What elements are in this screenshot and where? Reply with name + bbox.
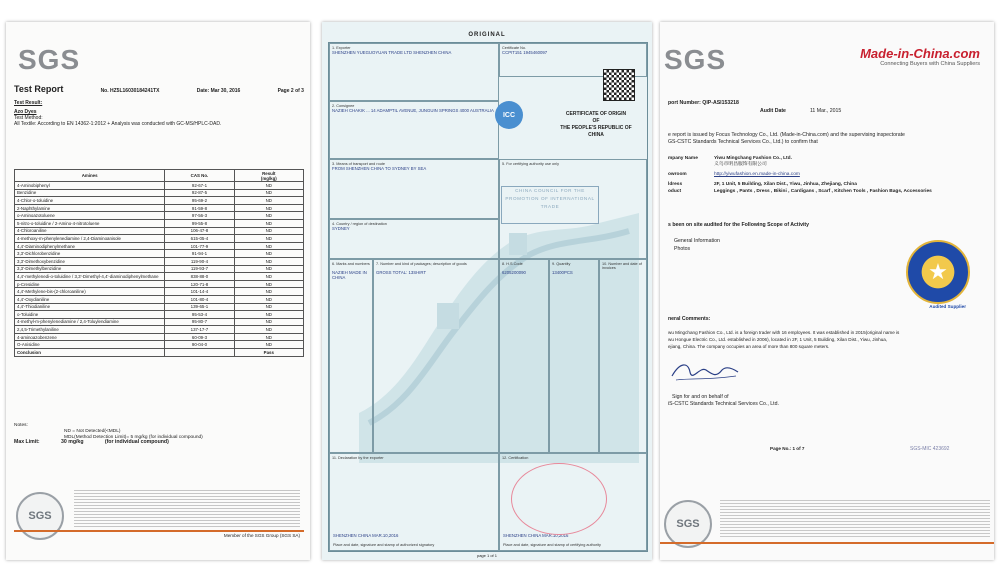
cell-result: ND <box>234 235 303 243</box>
cell-name: 4,4'-Diaminodiphenylmethane <box>15 242 165 250</box>
cell-name: 3,3'-Dimethylbenzidine <box>15 265 165 273</box>
qty-value: 13400PCS <box>552 270 573 275</box>
report-date: Date: Mar 30, 2016 <box>196 88 241 94</box>
cell-name: p-Cresidine <box>15 280 165 288</box>
report-number-right: port Number: QIP-ASI153218 <box>668 100 739 106</box>
table-row <box>15 235 304 243</box>
cell-result: ND <box>234 288 303 296</box>
cell-name: 5-nitro-o-toluidine / 2-Amino-4-nitrotoluene <box>15 219 165 227</box>
icc-logo-icon: ICC <box>495 101 523 129</box>
table-row <box>15 265 304 273</box>
scope-title: s been on site audited for the Following Scope of Activity <box>668 222 810 228</box>
conclusion-cas <box>165 349 234 357</box>
signed-1: Sign for and on behalf of <box>672 394 729 400</box>
table-row <box>15 326 304 334</box>
cell-cas: 92-87-5 <box>165 189 234 197</box>
exporter-value: SHENZHEN YUEGUOYUAN TRADE LTD SHENZHEN CHINA <box>332 50 452 55</box>
note-nd: ND = Not Detected(<MDL) <box>64 428 121 434</box>
cell-cas: 106-47-8 <box>165 227 234 235</box>
intro-line-2: GS-CSTC Standards Technical Services Co., Ltd.) to confirm that <box>668 139 818 145</box>
cell-name: 3,3'-Dimethoxybenzidine <box>15 257 165 265</box>
cell-result: ND <box>234 250 303 258</box>
cell-result: ND <box>234 189 303 197</box>
marks-col: 6. Marks and numbers NAZIEH MADE IN CHINA <box>329 259 373 453</box>
max-limit-note: (for individual compound) <box>104 439 169 446</box>
seal-label: Audited Supplier <box>929 304 966 309</box>
declaration-box: 11. Declaration by the exporter SHENZHEN CHINA MAR.10,2016 Place and date, signature and stamp of authorized signatory <box>329 453 499 551</box>
table-row <box>15 257 304 265</box>
cell-cas: 101-14-4 <box>165 288 234 296</box>
amines-table <box>14 169 304 357</box>
col-result: Result (mg/kg) <box>234 170 303 182</box>
table-row <box>15 273 304 281</box>
cell-name: 2,4,5-Trimethylaniline <box>15 326 165 334</box>
table-row <box>15 227 304 235</box>
table-row <box>15 204 304 212</box>
certificate-grid <box>328 42 648 552</box>
conclusion-value: Pass <box>234 349 303 357</box>
table-row <box>15 341 304 349</box>
cell-result: ND <box>234 333 303 341</box>
cell-cas: 90-04-0 <box>165 341 234 349</box>
footer-bar-right <box>660 542 994 544</box>
council-stamp: CHINA COUNCIL FOR THE PROMOTION OF INTERNATIONAL TRADE <box>501 186 599 224</box>
table-row <box>15 219 304 227</box>
exporter-place: SHENZHEN CHINA MAR.10,2016 <box>333 532 399 538</box>
table-row <box>15 318 304 326</box>
cell-cas: 120-71-8 <box>165 280 234 288</box>
middle-page: page 1 of 1 <box>476 553 498 558</box>
table-row <box>15 197 304 205</box>
cell-result: ND <box>234 242 303 250</box>
red-seal-icon <box>511 463 607 535</box>
fineprint-right <box>720 498 990 538</box>
cell-result: ND <box>234 311 303 319</box>
audit-date: Audit Date 11 Mar., 2015 <box>760 108 842 114</box>
cell-name: 2-Naphthylamine <box>15 204 165 212</box>
cell-result: ND <box>234 212 303 220</box>
qr-code-icon <box>603 69 635 101</box>
table-row <box>15 242 304 250</box>
comment-2: wu Hongue Electric Co., Ltd. established in 2006), located in 2F, 1 Unit, 5 Building, Xilan Dist., Yiwu, Jinhua, <box>668 337 888 342</box>
goods-col: 7. Number and kind of packages; description of goods GROSS TOTAL: 13SHIRT <box>373 259 499 453</box>
cell-cas: 139-65-1 <box>165 303 234 311</box>
cert-place: SHENZHEN CHINA MAR.10,2016 <box>503 532 569 538</box>
mic-tagline: Connecting Buyers with China Suppliers <box>880 61 980 67</box>
cell-result: ND <box>234 219 303 227</box>
cell-result: ND <box>234 182 303 190</box>
cell-result: ND <box>234 280 303 288</box>
cell-result: ND <box>234 303 303 311</box>
sgs-test-report <box>6 22 310 560</box>
cell-cas: 119-93-7 <box>165 265 234 273</box>
table-row <box>15 182 304 190</box>
cell-cas: 60-09-3 <box>165 333 234 341</box>
footer-bar <box>14 530 304 532</box>
signed-2: iS-CSTC Standards Technical Services Co., Ltd. <box>668 401 779 407</box>
signature-icon <box>670 358 740 386</box>
cell-cas: 92-67-1 <box>165 182 234 190</box>
sgs-seal-icon: SGS <box>16 492 64 540</box>
cell-name: o-Aminoazotoluene <box>15 212 165 220</box>
sgs-seal-icon-right: SGS <box>664 500 712 548</box>
sign1: Place and date, signature and stamp of authorized signatory <box>333 543 435 547</box>
cell-cas: 91-94-1 <box>165 250 234 258</box>
transport-value: FROM SHENZHEN CHINA TO SYDNEY BY SEA <box>332 166 427 171</box>
invoice-col: 10. Number and date of invoices <box>599 259 647 453</box>
sign2: Place and date, signature and stamp of certifying authority <box>503 543 601 547</box>
certification-box: 12. Certification SHENZHEN CHINA MAR.10,2016 Place and date, signature and stamp of certifying authority <box>499 453 647 551</box>
table-row <box>15 311 304 319</box>
cell-result: ND <box>234 318 303 326</box>
cell-name: 4,4'-Thiodianiline <box>15 303 165 311</box>
audited-supplier-seal-icon: ★ <box>906 240 970 304</box>
cell-cas: 97-56-3 <box>165 212 234 220</box>
cell-cas: 838-88-0 <box>165 273 234 281</box>
cell-result: ND <box>234 204 303 212</box>
report-title: Test Report <box>14 84 64 94</box>
consignee-box: 2. Consignee NAZIEH CHAKIK ... 14 ADAMPTIL AVENUE, JUNGUIN SPRINGS 4000 AUSTRALIA <box>329 101 499 159</box>
notes-label: Notes: <box>14 423 28 428</box>
azo-dyes-label: Azo Dyes <box>14 109 37 115</box>
col-amines: Amines <box>15 170 165 182</box>
cell-result: ND <box>234 273 303 281</box>
cell-result: ND <box>234 341 303 349</box>
cell-result: ND <box>234 326 303 334</box>
coo-title: CERTIFICATE OF ORIGIN OF THE PEOPLE'S REPUBLIC OF CHINA <box>560 111 632 138</box>
destination-value: SYDNEY <box>332 226 350 231</box>
table-row <box>15 303 304 311</box>
table-row <box>15 280 304 288</box>
cert-no-box: Certificate No. CCPIT151 1945460097 <box>499 43 647 77</box>
general-comments-label: neral Comments: <box>668 316 711 322</box>
max-limit-label: Max Limit: <box>14 439 40 446</box>
notes-block <box>14 423 304 446</box>
table-row <box>15 212 304 220</box>
made-in-china-logo <box>860 46 980 67</box>
cell-cas: 101-80-4 <box>165 295 234 303</box>
comment-1: wu Mingchang Fashion Co., Ltd. is a foreign trader with 16 employees. It was established in 2015(original name is <box>668 330 900 335</box>
cell-name: 3,3'-Dichlorobenzidine <box>15 250 165 258</box>
cell-result: ND <box>234 197 303 205</box>
table-row <box>15 189 304 197</box>
conclusion-row <box>15 349 304 357</box>
cell-cas: 95-69-2 <box>165 197 234 205</box>
company-cn-row: 义乌市明昌服饰有限公司 <box>714 162 767 167</box>
cell-name: 4,4'-methylenedi-o-toluidine / 3,3'-Dimethyl-4,4'-diaminodiphenylmethane <box>15 273 165 281</box>
report-page: Page 2 of 3 <box>277 88 304 94</box>
company-row: mpany Name Yiwu Mingchang Fashion Co., Ltd. <box>668 156 792 161</box>
table-row <box>15 295 304 303</box>
table-row <box>15 288 304 296</box>
cell-name: O-Anisidine <box>15 341 165 349</box>
sgs-audit-report <box>660 22 994 560</box>
product-row: oduct Leggings , Pants , Dress , Bikini , Cardigans , Scarf , Kitchen Tools , Fashion Bags, Accessories <box>668 189 932 194</box>
marks-value: NAZIEH MADE IN CHINA <box>332 270 367 281</box>
cell-result: ND <box>234 295 303 303</box>
cell-cas: 99-55-8 <box>165 219 234 227</box>
cell-name: 4-Aminobiphenyl <box>15 182 165 190</box>
hs-value: 6205200090 <box>502 270 526 275</box>
note-mdl: MDL(Method Detection Limit)= 5 mg/kg (for individual compound) <box>64 434 203 440</box>
cell-result: ND <box>234 227 303 235</box>
cell-name: o-Toluidine <box>15 311 165 319</box>
comment-3: ejiang, China. The company occupies an area of more than 800 square meters. <box>668 344 830 349</box>
cert-no-value: CCPIT151 1945460097 <box>502 50 548 55</box>
table-row <box>15 250 304 258</box>
conclusion-label: Conclusion <box>15 349 165 357</box>
hs-col: 8. H.S.Code 6205200090 <box>499 259 549 453</box>
scope-photos: Photos <box>674 246 691 252</box>
cell-result: ND <box>234 257 303 265</box>
destination-box: 4. Country / region of destination SYDNEY <box>329 219 499 259</box>
report-footer <box>14 488 304 540</box>
table-row <box>15 333 304 341</box>
cell-cas: 91-59-8 <box>165 204 234 212</box>
cell-name: 4-methyl-m-phenylenediamine / 2,4-Toluylendiamine <box>15 318 165 326</box>
qty-col: 9. Quantity 13400PCS <box>549 259 599 453</box>
report-number: No. HZ5L16030184241TX <box>100 88 160 94</box>
col-cas: CAS No. <box>165 170 234 182</box>
exporter-box: 1. Exporter SHENZHEN YUEGUOYUAN TRADE LTD SHENZHEN CHINA <box>329 43 499 101</box>
cell-cas: 95-80-7 <box>165 318 234 326</box>
address-row: ldress 2F, 1 Unit, 5 Building, Xilan Dist., Yiwu, Jinhua, Zhejiang, China <box>668 182 857 187</box>
test-method-label: Test Method: <box>14 115 43 121</box>
cell-name: 4-Chloroaniline <box>15 227 165 235</box>
transport-box: 3. Means of transport and route FROM SHENZHEN CHINA TO SYDNEY BY SEA <box>329 159 499 219</box>
goods-value: GROSS TOTAL: 13SHIRT <box>376 270 427 275</box>
cell-cas: 119-90-4 <box>165 257 234 265</box>
footer-member: Member of the SGS Group (SGS SA) <box>223 533 300 538</box>
consignee-value: NAZIEH CHAKIK ... 14 ADAMPTIL AVENUE, JUNGUIN SPRINGS 4000 AUSTRALIA <box>332 108 494 113</box>
max-limit-value: 30 mg/kg <box>61 439 84 446</box>
cell-name: 4-aminoazobenzene <box>15 333 165 341</box>
intro-line-1: e report is issued by Focus Technology Co., Ltd. (Made-in-China.com) and the supervising inspectorate <box>668 132 905 138</box>
mic-name: Made-in-China.com <box>860 46 980 61</box>
page-number-right: Page No.: 1 of 7 <box>770 446 805 451</box>
cell-cas: 95-53-4 <box>165 311 234 319</box>
fineprint-text <box>74 488 300 528</box>
cell-cas: 101-77-9 <box>165 242 234 250</box>
cell-cas: 615-05-4 <box>165 235 234 243</box>
sgs-logo: SGS <box>18 44 81 75</box>
cell-name: 4,4'-Oxydianiline <box>15 295 165 303</box>
cell-result: ND <box>234 265 303 273</box>
original-label: ORIGINAL <box>468 32 506 38</box>
test-method-desc: All Textile: According to EN 14362-1:2012 + Analysis was conducted with GC-MS/HPLC-DAD. <box>14 121 222 127</box>
cell-name: 4-Chlor-o-toluidine <box>15 197 165 205</box>
certificate-of-origin <box>322 22 652 560</box>
cell-name: 4,4'-Methylene-bis-(2-chloroaniline) <box>15 288 165 296</box>
scope-general: General Information <box>674 238 720 244</box>
showroom-row: owroom http://yiwufashion.en.made-in-china.com <box>668 172 800 177</box>
report-code: SGS-MIC 423692 <box>910 446 950 452</box>
test-result-label: Test Result: <box>14 100 43 106</box>
cell-name: Benzidine <box>15 189 165 197</box>
certifying-box: 5. For certifying authority use only <box>499 159 647 259</box>
cell-name: 4-methoxy-m-phenylenediamine / 2,4-Diaminoanisole <box>15 235 165 243</box>
report-header <box>14 84 304 94</box>
sgs-logo-right: SGS <box>664 44 727 75</box>
cell-cas: 137-17-7 <box>165 326 234 334</box>
test-result-block <box>14 100 304 127</box>
